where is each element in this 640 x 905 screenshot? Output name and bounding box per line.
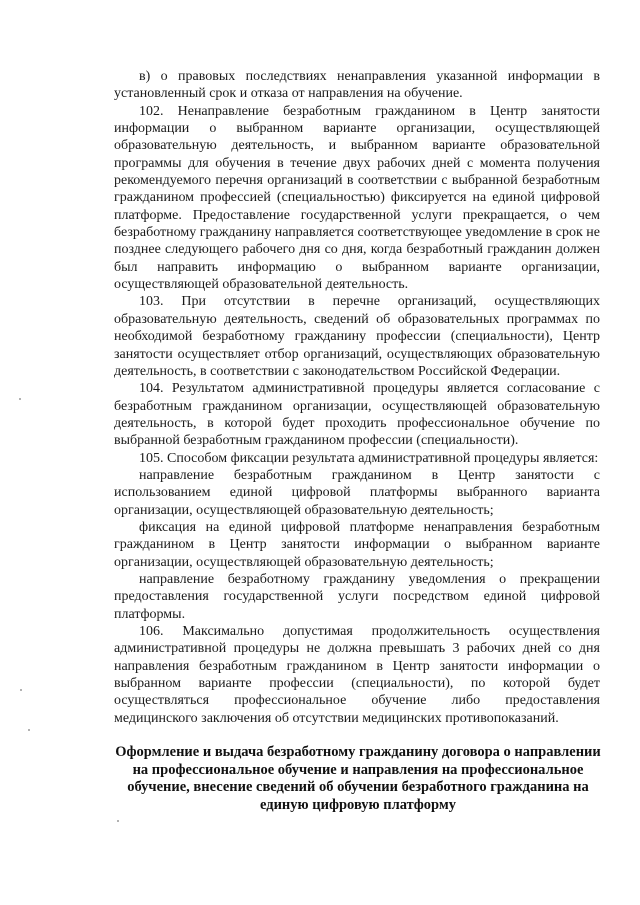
paragraph-102: 102. Ненаправление безработным гражданином в Центр занятости информации о выбранном варианте организации, осуществляющей образовательную деятельность, и выбранном варианте образовательной программы для обучения в течение двух рабочих дней с момента получения рекомендуемого перечня организаций в соответствии с выбранной безработным гражданином профессией (специальностью) фиксируется на единой цифровой платформе. Предоставление государственной услуги прекращается, о чем безработному гражданину направляется соответствующее уведомление в срок не позднее следующего рабочего дня со дня, когда безработный гражданин должен был направить информацию о выбранном варианте организации, осуществляющей образовательной деятельность. xyxy=(114,103,600,293)
section-heading: Оформление и выдача безработному гражданину договора о направлении на профессиональное обучение и направления на профессиональное обучение, внесение сведений об обучении безработного гражданина на единую цифровую платформу xyxy=(115,744,601,813)
list-item-submission: направление безработным гражданином в Центр занятости с использованием единой цифровой платформы выбранного варианта организации, осуществляющей образовательную деятельность; xyxy=(114,467,600,518)
document-body xyxy=(114,68,600,727)
paragraph-106: 106. Максимально допустимая продолжительность осуществления административной процедуры не должна превышать 3 рабочих дней со дня направления безработным гражданином в Центр занятости информации о выбранном варианте профессии (специальности), по которой будет осуществляться профессиональное обучение либо предоставления медицинского заключения об отсутствии медицинских противопоказаний. xyxy=(114,624,600,726)
scan-speck xyxy=(20,689,22,691)
paragraph-104: 104. Результатом административной процедуры является согласование с безработным гражданином организации, осуществляющей образовательную деятельность, в которой будет проходить профессиональное обучение по выбранной безработным гражданином профессии (специальности). xyxy=(114,381,600,449)
list-item-recording: фиксация на единой цифровой платформе ненаправления безработным гражданином в Центр занятости информации о выбранном варианте организации, осуществляющей образовательную деятельность; xyxy=(114,519,600,570)
scan-speck xyxy=(117,820,119,822)
scan-speck xyxy=(19,398,21,400)
paragraph-103: 103. При отсутствии в перечне организаций, осуществляющих образовательную деятельность, сведений об образовательных программах по необходимой безработному гражданину профессии (специальности), Центр занятости осуществляет отбор организаций, осуществляющих образовательную деятельность, в соответствии с законодательством Российской Федерации. xyxy=(114,294,600,379)
scan-speck xyxy=(28,729,30,731)
paragraph-105: 105. Способом фиксации результата административной процедуры является: xyxy=(139,450,599,466)
paragraph-consequences: в) о правовых последствиях ненаправления указанной информации в установленный срок и отказа от направления на обучение. xyxy=(114,69,600,102)
list-item-notification: направление безработному гражданину уведомления о прекращении предоставления государственной услуги посредством единой цифровой платформы. xyxy=(114,571,600,622)
